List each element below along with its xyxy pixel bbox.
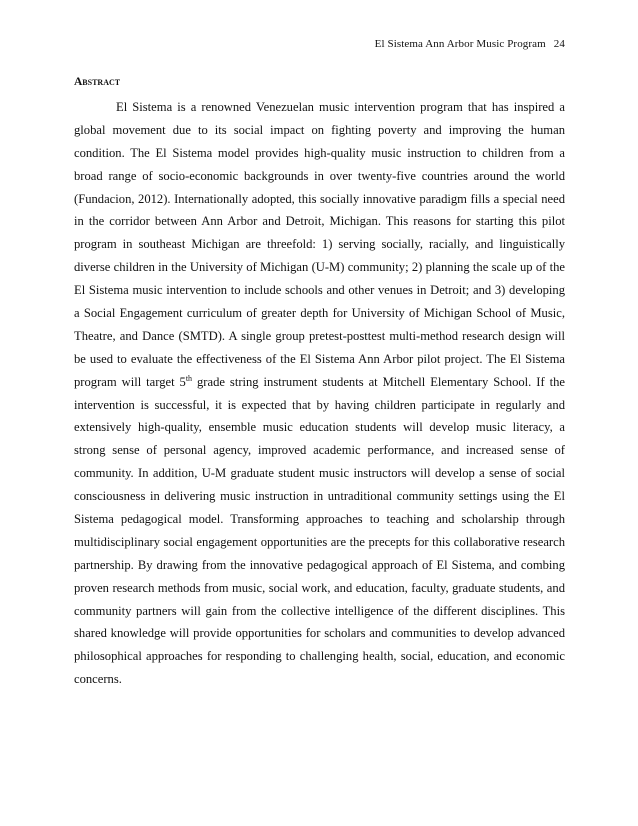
abstract-line: concerns.: [74, 672, 122, 687]
sup-line-before: program will target 5: [74, 374, 186, 389]
abstract-line: extensively high-quality, ensemble music education students will develop music literacy, a: [74, 420, 565, 435]
sup-line-after: grade string instrument students at Mitchell Elementary School. If the: [192, 374, 565, 389]
abstract-paragraph: [74, 96, 565, 691]
abstract-line: Sistema pedagogical model. Transforming approaches to teaching and scholarship through: [74, 512, 565, 527]
abstract-line: partnership. By drawing from the innovative pedagogical approach of El Sistema, and combing: [74, 557, 565, 572]
abstract-line: El Sistema is a renowned Venezuelan music intervention program that has inspired a: [116, 100, 565, 114]
abstract-line: be used to evaluate the effectiveness of the El Sistema Ann Arbor pilot project. The El Sistema: [74, 351, 565, 366]
section-heading: Abstract: [74, 76, 121, 88]
abstract-line: philosophical approaches for responding to challenging health, social, education, and economic: [74, 649, 565, 664]
abstract-line: intervention is successful, it is expected that by having children participate in regularly and: [74, 397, 565, 412]
abstract-line: [74, 371, 565, 394]
running-title: El Sistema Ann Arbor Music Program: [374, 38, 546, 50]
ordinal-superscript: th: [185, 373, 193, 383]
abstract-line: community. In addition, U-M graduate student music instructors will develop a sense of social: [74, 466, 565, 481]
abstract-line: shared knowledge will provide opportunities for scholars and communities to develop advanced: [74, 626, 565, 641]
abstract-line: diverse children in the University of Michigan (U-M) community; 2) planning the scale up of the: [74, 260, 565, 275]
abstract-line: program in southeast Michigan are threefold: 1) serving socially, racially, and linguistically: [74, 237, 565, 252]
running-head: [375, 38, 565, 50]
abstract-line: broad range of socio-economic backgrounds in over twenty-five countries around the world: [74, 168, 565, 183]
abstract-line: a Social Engagement curriculum of greater depth for University of Michigan School of Music,: [74, 306, 565, 321]
page-number: 24: [553, 38, 565, 50]
abstract-line: proven research methods from music, social work, and education, faculty, graduate students, and: [74, 580, 565, 595]
abstract-line: multidisciplinary social engagement opportunities are the precepts for this collaborative research: [74, 534, 565, 549]
abstract-line: consciousness in delivering music instruction in untraditional community settings using the El: [74, 489, 565, 504]
abstract-line: global movement due to its social impact on fighting poverty and improving the human: [74, 122, 565, 137]
abstract-line: community partners will gain from the collective intelligence of the different disciplines. This: [74, 603, 565, 618]
abstract-line: in the corridor between Ann Arbor and Detroit, Michigan. This reasons for starting this pilot: [74, 214, 565, 229]
abstract-line: strong sense of personal agency, improved academic performance, and increased sense of: [74, 443, 565, 458]
abstract-line: (Fundacion, 2012). Internationally adopted, this socially innovative paradigm fills a special need: [74, 191, 565, 206]
abstract-line: El Sistema music intervention to include schools and other venues in Detroit; and 3) developing: [74, 283, 565, 298]
abstract-line: Theatre, and Dance (SMTD). A single group pretest-posttest multi-method research design will: [74, 328, 565, 343]
abstract-line: condition. The El Sistema model provides high-quality music instruction to children from a: [74, 145, 565, 160]
